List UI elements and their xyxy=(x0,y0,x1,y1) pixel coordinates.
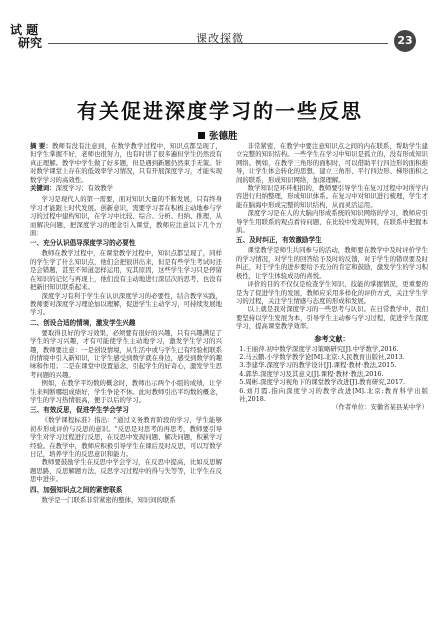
author-affiliation: （作者单位：安徽省某县某中学） xyxy=(332,403,428,412)
paragraph: 评价的目的不仅仅是检查学生知识、技能的掌握情况，更重要的是为了促进学生的发展，教师应采用多样化的评价方式，关注学生学习的过程，关注学生情感与态度的形成和发展。 xyxy=(236,280,428,305)
paragraph: 教师在教学过程中，在课堂教学过程中，知识点都呈现了，同样的学生学了什么知识点，他们会把很讲出来，但是有些学生考试时还是会错题，甚至不知道怎样运用，究其原因，这些学生学习只是停留在知识的记忆与再现上，他们没有主动地进行深层次的思考，也没有把新旧知识联系起来。 xyxy=(30,249,222,292)
abstract xyxy=(30,142,222,184)
section-heading-4: 四、加强知识点之间的紧密联系 xyxy=(30,485,123,494)
right-column xyxy=(236,142,428,612)
keywords-text: 深度学习；有效教学 xyxy=(55,184,114,193)
paragraph: 数学知识是环环相扣的，教师要引导学生在复习过程中对所学内容进行归纳整理，形成知识体系。在复习中对知识进行梳理，学生才能在脑海中形成完整的知识结构，从而灵活运用。 xyxy=(236,184,428,209)
section-label-line2: 研究 xyxy=(18,36,43,50)
paragraph: 课堂教学是师生共同参与的活动，教师要在教学中及时评价学生的学习情况，对学生的回答给予及时的反馈，对于学生的错误要及时纠正，对于学生的进步要给予充分的肯定和鼓励，激发学生的学习积极性，让学生体验成功的喜悦。 xyxy=(236,246,428,280)
paragraph: 以上就是我对深度学习的一些思考与认识。在日常教学中，我们要坚持以学生发展为本，引导学生主动参与学习过程，促进学生深度学习，提高课堂教学效率。 xyxy=(236,305,428,331)
page-number-badge: 23 xyxy=(394,30,416,52)
paragraph: 要取得良好的学习效果，必须要有很好的兴趣，只有兴趣满足了学生的学习兴趣，才有可能使学生主动地学习，激发学生学习的兴趣，教师要注意：一是创设情境，从生活中或与学生已有经验相联系的情境中引入新知识，让学生感受到数学就在身边，感受到数学的趣味和作用；二是在课堂中设置悬念，引起学生的好奇心，激发学生思考问题的兴趣。 xyxy=(30,328,222,379)
article-title: 有关促进深度学习的一些反思 xyxy=(77,99,363,123)
paragraph: 例如，在教学平均数的概念时，教师出示两个小组的成绩，让学生来判断哪组成绩好，学生争论不休。此时教师引出平均数的概念，学生的学习热情很高，便于以后的学习。 xyxy=(30,379,222,404)
keywords-label: 关键词： xyxy=(30,184,56,193)
section-heading-1: 一、充分认识倡导深度学习的必要性 xyxy=(30,239,136,248)
references-list xyxy=(236,345,428,404)
intro-paragraph: 学习是现代人的第一需要，面对知识大量的不断发展，只有终身学习才能跟上时代发展。创新意识，需要学习者在积极主动地参与学习的过程中建构知识，在学习中比较、综合、分析、归纳、推理，从而解决问题，把深度学习的理念引入课堂，教师应注意以下几个方面： xyxy=(30,195,222,238)
author-name: 张德胜 xyxy=(209,131,238,142)
paragraph: 非常紧密，在教学中要注意知识点之间的内在联系，帮助学生建立完整的知识结构。一些学生在学习中知识是孤立的，没有形成知识网络。例如，在教学三角形的面积时，可以借助平行四边形的面积推导，让学生体会转化的思想，建立三角形、平行四边形、梯形面积之间的联系，形成知识网络，加深理解。 xyxy=(236,142,428,184)
reference-item: 2.马云鹏.小学数学教学论[M].北京:人民教育出版社,2013. xyxy=(239,352,405,361)
paragraph: 数学是一门联系非常紧密的整体，知识间的联系 xyxy=(41,495,176,504)
reference-item: 3.李建华.深度学习的教学设计[J].课程·教材·教法,2015. xyxy=(239,361,397,370)
section-label-line1: 试 题 xyxy=(10,23,39,37)
section-heading-3: 三、有效反思，促进学生学会学习 xyxy=(30,406,129,415)
paragraph: 深度学习有利于学生在认识深度学习的必要性，结合教学实践，教师要对深度学习理论加以理解，促进学生主动学习，可持续发展地学习。 xyxy=(30,291,222,317)
column-name: 课改探微 xyxy=(196,32,244,45)
paragraph: 深度学习是在人的大脑内形成系统的知识网络的学习，教师应引导学生用联系的观点看待问题，在比较中发现异同，在联系中把握本质。 xyxy=(236,209,428,235)
section-label xyxy=(10,24,44,50)
reference-item: 1.王丽萍.初中数学深度学习策略研究[J].中学数学,2016. xyxy=(239,344,399,353)
keywords xyxy=(30,184,222,192)
paragraph: 《数学课程标准》指出："通过义务教育阶段的学习，学生能够初步形成评价与反思的意识。"反思是对思考的再思考，教师要引导学生对学习过程进行反思，在反思中发现问题、解决问题，积累学习经验。在教学中，教师应积极引导学生在课后及时反思，可以写数学日记，培养学生的反思意识和能力。 xyxy=(30,416,222,458)
abstract-text: 教师有没有注意到，在数学教学过程中，知识点都呈现了，但学生掌握不好，老师也很努力，也有时讲了很多遍但学生仍然没有真正理解。教学中学生做了好多题，但是遇到新题仍然束手无策。针对数学课堂上存在的低效率学习情况，只有开展深度学习，才能实现数学学习的高效性。 xyxy=(30,142,222,184)
left-column xyxy=(30,142,222,612)
reference-item: 5.周彬.深度学习视角下的课堂教学改进[J].教育研究,2017. xyxy=(239,378,406,387)
paragraph: 教师要鼓励学生在反思中学会学习，在反思中提高，比如反思解题思路，反思解题方法，反思学习过程中的得与失等等，让学生在反思中进步。 xyxy=(30,458,222,484)
article-author xyxy=(198,128,238,142)
reference-item: 6.刘月霞.指向深度学习的教学改进[M].北京:教育科学出版社,2018. xyxy=(239,386,428,403)
author-square-icon xyxy=(198,132,205,139)
abstract-label: 摘 要： xyxy=(30,142,53,150)
references-title: 参考文献： xyxy=(314,334,350,343)
section-heading-2: 二、创设合适的情境，激发学生兴趣 xyxy=(30,318,136,327)
reference-item: 4.郭华.深度学习及其意义[J].课程·教材·教法,2016. xyxy=(239,369,384,378)
section-heading-5: 五、及时纠正，有效激励学生 xyxy=(236,236,322,245)
